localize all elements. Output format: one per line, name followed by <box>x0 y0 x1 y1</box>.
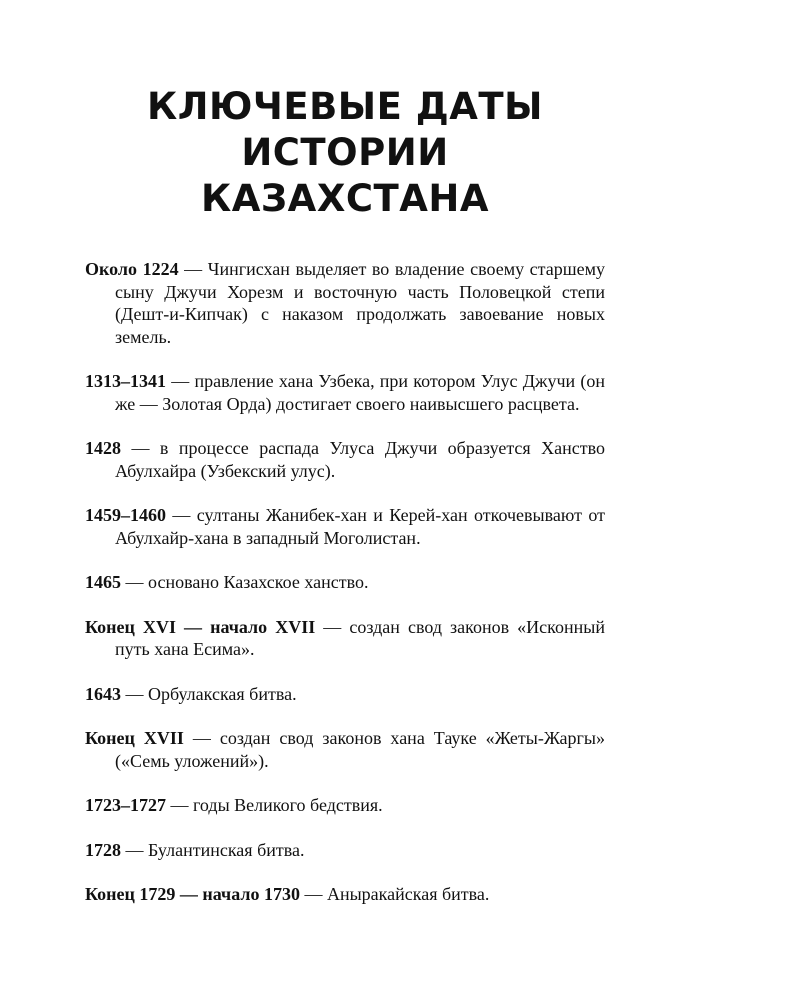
entry-text: — в процессе распада Улуса Джучи образуется Ханство Абулхайра (Узбекский улус). <box>115 438 605 481</box>
entry-text: — султаны Жанибек-хан и Керей-хан откочевывают от Абулхайр-хана в западный Моголистан. <box>115 505 605 548</box>
title-line-2: ИСТОРИИ <box>241 131 449 174</box>
title-line-3: КАЗАХСТАНА <box>201 177 489 220</box>
timeline-entry-1224 <box>85 258 605 348</box>
timeline-entry-1459 <box>85 504 605 549</box>
entry-text: — правление хана Узбека, при котором Улус Джучи (он же — Золотая Орда) достигает своего наивысшего расцвета. <box>115 371 605 414</box>
entry-date: 1465 <box>85 572 121 592</box>
entry-date: Около 1224 <box>85 259 179 279</box>
timeline-entry-1643 <box>85 683 605 706</box>
entry-text: — Орбулакская битва. <box>121 683 297 704</box>
entry-text: — Булантинская битва. <box>121 839 305 860</box>
entry-date: Конец XVI — начало XVII <box>85 616 316 637</box>
entry-date: 1643 <box>85 683 121 704</box>
entry-date: 1313–1341 <box>85 371 166 391</box>
timeline-list <box>85 258 605 906</box>
entry-text: — создан свод законов хана Тауке «Жеты-Жаргы» («Семь уложений»). <box>115 728 605 771</box>
timeline-entry-1729 <box>85 883 605 906</box>
timeline-entry-1313 <box>85 370 605 415</box>
entry-date: Конец XVII <box>85 728 184 748</box>
timeline-entry-1728 <box>85 839 605 862</box>
entry-date: Конец 1729 — начало 1730 <box>85 884 300 904</box>
entry-date: 1459–1460 <box>85 505 166 525</box>
title-line-1: КЛЮЧЕВЫЕ ДАТЫ <box>147 85 543 128</box>
timeline-entry-xvi <box>85 616 605 661</box>
entry-text: — Аныракайская битва. <box>299 884 490 904</box>
page-title <box>85 84 605 222</box>
entry-text: — Чингисхан выделяет во владение своему старшему сыну Джучи Хорезм и восточную часть Половецкой степи (Дешт-и-Кипчак) с наказом продолжать завоевание новых земель. <box>115 259 605 347</box>
entry-date: 1728 <box>85 839 121 860</box>
timeline-entry-1428 <box>85 437 605 482</box>
timeline-entry-xvii <box>85 727 605 772</box>
entry-date: 1428 <box>85 438 121 458</box>
timeline-entry-1465 <box>85 571 605 594</box>
entry-date: 1723–1727 <box>85 795 166 815</box>
entry-text: — годы Великого бедствия. <box>166 795 383 815</box>
entry-text: — создан свод законов «Исконный путь хана Есима». <box>115 616 605 659</box>
timeline-entry-1723 <box>85 794 605 817</box>
document-page <box>85 84 605 928</box>
entry-text: — основано Казахское ханство. <box>121 572 369 592</box>
